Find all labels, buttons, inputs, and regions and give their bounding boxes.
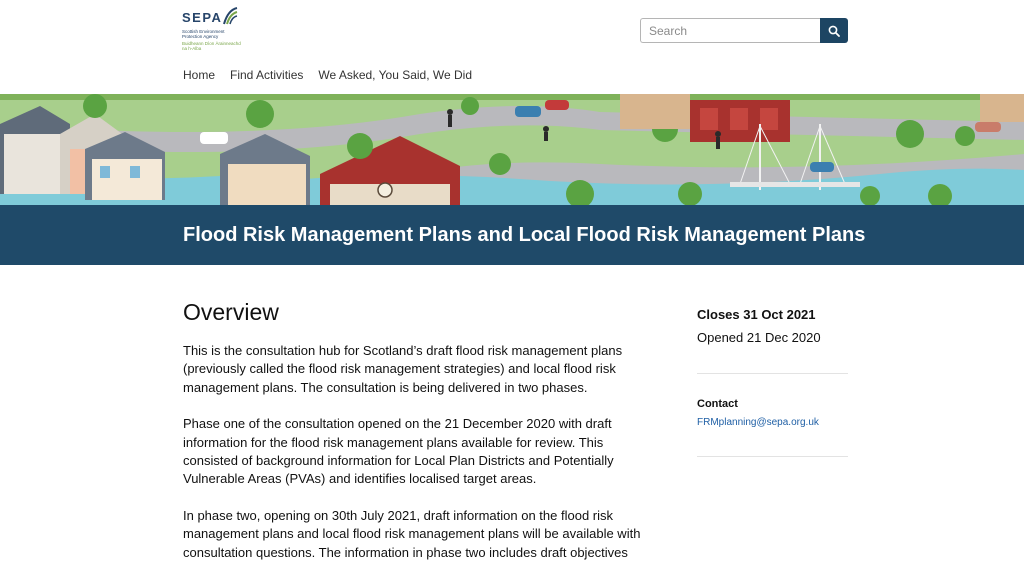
overview-paragraph-3: In phase two, opening on 30th July 2021, draft information on the flood risk management plans and local flood risk management plans will be available with consultation questions. The information in phase two includes draft objectives bbox=[183, 508, 641, 560]
nav-home[interactable]: Home bbox=[183, 68, 216, 82]
overview-paragraph-1: This is the consultation hub for Scotland’s draft flood risk management plans (previously called the flood risk management strategies) and local flood risk management plans. The consultation is being delivered in two phases. bbox=[183, 343, 623, 395]
town-illustration bbox=[0, 94, 1024, 205]
main-content bbox=[183, 298, 653, 563]
site-header bbox=[0, 0, 1024, 94]
logo-english-name: Scottish Environment Protection Agency bbox=[182, 29, 225, 39]
sidebar-divider bbox=[697, 373, 848, 374]
hero-banner-illustration bbox=[0, 94, 1024, 205]
consultation-sidebar bbox=[697, 306, 848, 457]
overview-heading: Overview bbox=[183, 299, 279, 325]
contact-email-link[interactable]: FRMplanning@sepa.org.uk bbox=[697, 417, 819, 428]
closing-date: Closes 31 Oct 2021 bbox=[697, 307, 816, 322]
main-nav bbox=[183, 67, 487, 83]
search-icon bbox=[828, 25, 840, 37]
opening-date: Opened 21 Dec 2020 bbox=[697, 330, 821, 345]
search-button[interactable] bbox=[820, 18, 848, 43]
logo-gaelic-name: Buidheann Dìon Àrainneachd na h-Alba bbox=[182, 41, 241, 51]
sepa-logo[interactable] bbox=[182, 4, 242, 54]
contact-heading: Contact bbox=[697, 398, 738, 410]
page-title-bar bbox=[0, 205, 1024, 265]
sidebar-divider bbox=[697, 456, 848, 457]
search-input[interactable] bbox=[640, 18, 821, 43]
logo-swoosh-icon bbox=[222, 6, 238, 26]
overview-paragraph-2: Phase one of the consultation opened on the 21 December 2020 with draft information for the flood risk management plans available for review. This consisted of background information for Local Plan Districts and Potentially Vulnerable Areas (PVAs) and identifies localised target areas. bbox=[183, 416, 614, 487]
logo-wordmark: SEPA bbox=[182, 10, 223, 25]
page-title: Flood Risk Management Plans and Local Flood Risk Management Plans bbox=[183, 224, 866, 246]
nav-find-activities[interactable]: Find Activities bbox=[230, 68, 304, 82]
nav-we-asked-you-said[interactable]: We Asked, You Said, We Did bbox=[318, 68, 473, 82]
